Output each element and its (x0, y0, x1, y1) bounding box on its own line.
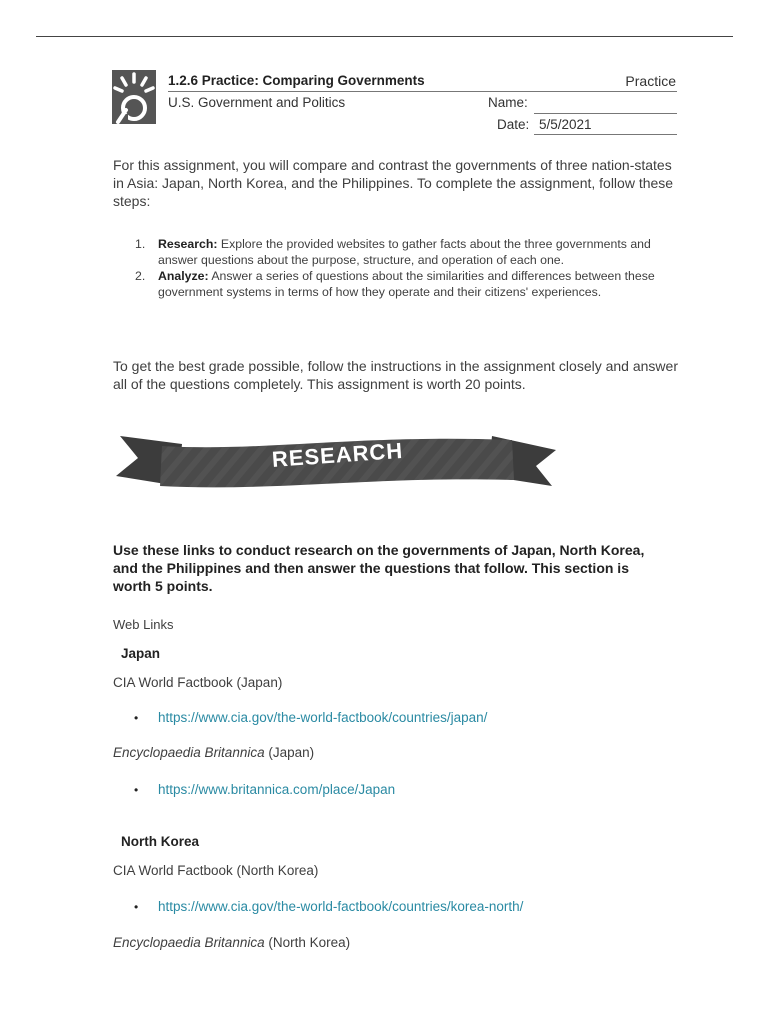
date-value: 5/5/2021 (539, 117, 592, 132)
country-heading-north-korea: North Korea (121, 834, 200, 849)
source-britannica-north-korea (113, 935, 350, 950)
step-number: 2. (135, 269, 146, 283)
research-instructions: Use these links to conduct research on the governments of Japan, North Korea, and the Philippines and then answer the questions that follow. This section is worth 5 points. (113, 542, 645, 594)
step-research (113, 236, 673, 268)
intro-paragraph: For this assignment, you will compare and contrast the governments of three nation-states in Asia: Japan, North Korea, and the Philippines. To complete the assignment, follow these steps: (113, 157, 674, 209)
step-text: Answer a series of questions about the similarities and differences between these government systems in terms of how they operate and their citizens' experiences. (158, 269, 655, 299)
list-item (134, 710, 487, 725)
steps-list (113, 236, 673, 300)
banner-label: RESEARCH (271, 437, 404, 472)
step-text: Explore the provided websites to gather facts about the three governments and answer questions about the purpose, structure, and operation of each one. (158, 237, 651, 267)
list-item (134, 782, 395, 797)
source-suffix: (North Korea) (264, 935, 351, 950)
date-label: Date: (497, 117, 530, 132)
step-number: 1. (135, 237, 146, 251)
bullet-icon: • (134, 900, 139, 914)
step-title: Analyze: (158, 269, 209, 283)
link-cia-north-korea[interactable]: https://www.cia.gov/the-world-factbook/countries/korea-north/ (158, 899, 524, 914)
bullet-icon: • (134, 783, 139, 797)
source-title: Encyclopaedia Britannica (113, 935, 265, 950)
web-links-label: Web Links (113, 617, 174, 632)
source-suffix: (Japan) (264, 745, 315, 760)
header-divider (168, 91, 677, 92)
name-label: Name: (488, 95, 528, 110)
date-field-line (534, 134, 677, 135)
source-cia-north-korea: CIA World Factbook (North Korea) (113, 863, 319, 878)
country-heading-japan: Japan (121, 646, 161, 661)
lightbulb-logo-icon (112, 70, 156, 124)
source-title: Encyclopaedia Britannica (113, 745, 265, 760)
step-title: Research: (158, 237, 218, 251)
top-rule (36, 36, 733, 37)
bullet-icon: • (134, 711, 139, 725)
course-name: U.S. Government and Politics (168, 95, 346, 110)
assignment-type: Practice (625, 73, 676, 89)
source-cia-japan: CIA World Factbook (Japan) (113, 675, 283, 690)
outro-paragraph: To get the best grade possible, follow the instructions in the assignment closely and answer all of the questions completely. This assignment is worth 20 points. (113, 358, 678, 392)
link-britannica-japan[interactable]: https://www.britannica.com/place/Japan (158, 782, 396, 797)
step-analyze (113, 268, 673, 300)
name-field-line (534, 113, 677, 114)
assignment-title: 1.2.6 Practice: Comparing Governments (168, 73, 425, 88)
source-britannica-japan (113, 745, 314, 760)
link-cia-japan[interactable]: https://www.cia.gov/the-world-factbook/countries/japan/ (158, 710, 488, 725)
list-item (134, 899, 523, 914)
